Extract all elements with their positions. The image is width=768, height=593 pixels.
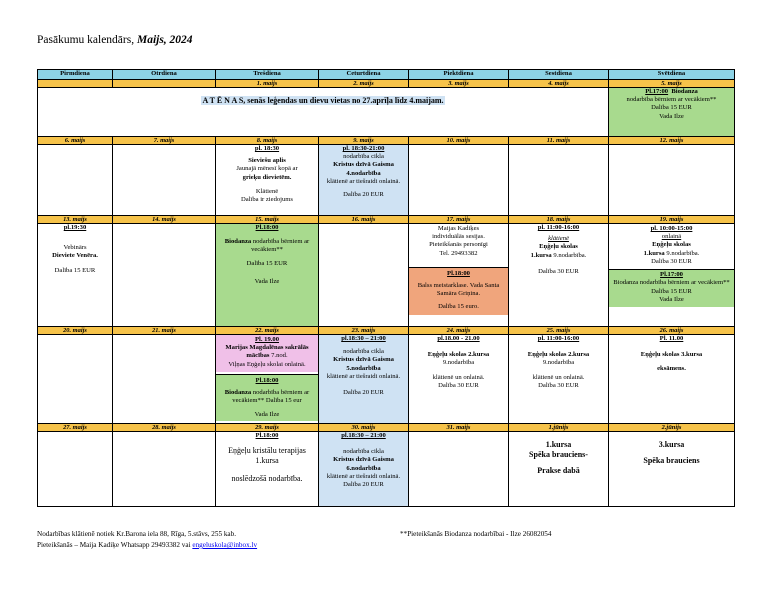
date-cell: 22. maijs <box>216 327 319 335</box>
event-text: eksāmens. <box>657 365 686 373</box>
event-time: Pl.18:00 <box>447 269 470 277</box>
event-cell <box>609 335 735 424</box>
event-text: Jaunajā mēnesī kopā ar <box>236 165 298 173</box>
event-title: Eņģeļu skolas 2.kursa <box>427 351 490 359</box>
weekday-header: Svētdiena <box>609 70 735 80</box>
date-cell: 18. maijs <box>509 216 609 224</box>
event-text: 9.nodarbība <box>442 359 475 367</box>
event-subcell <box>409 267 508 315</box>
event-time: pl.19:30 <box>63 224 87 231</box>
date-cell: 20. maijs <box>38 327 113 335</box>
event-text: nodarbība cikla <box>343 348 384 356</box>
date-cell-empty <box>113 80 216 88</box>
date-cell: 26. maijs <box>609 327 735 335</box>
weekday-header: Otrdiena <box>113 70 216 80</box>
event-text: Spēka brauciens- <box>529 450 588 459</box>
date-row <box>38 327 735 335</box>
event-cell <box>409 224 509 327</box>
event-price: Dalība 15 EUR <box>246 259 288 267</box>
date-cell: 1. maijs <box>216 80 319 88</box>
event-text: Biodanza nodarbība bērniem ar vecākiem** <box>613 279 730 287</box>
date-cell: 31. maijs <box>409 424 509 432</box>
event-text: klātienē ar tiešraidi onlainā. <box>326 177 401 185</box>
event-time: Pl. 11.00 <box>659 335 684 342</box>
date-cell: 21. maijs <box>113 327 216 335</box>
event-text: grieķu dievietēm. <box>242 173 292 181</box>
event-host: Vada Ilze <box>659 295 684 303</box>
date-cell: 17. maijs <box>409 216 509 224</box>
event-subcell <box>216 374 318 421</box>
athens-trip-banner: A T Ē N A S, senās leģendas un dievu vietas no 27.aprīļa līdz 4.maijam. <box>202 96 444 105</box>
week-row <box>38 145 735 216</box>
event-title: Eņģeļu skolas 3.kursa <box>640 351 703 359</box>
footer-address: Nodarbības klātienē notiek Kr.Barona iela 88, Rīga, 5.stāvs, 255 kab. <box>37 530 237 538</box>
date-row <box>38 216 735 224</box>
event-cell <box>409 335 509 424</box>
event-text: 5.nodarbība <box>346 364 381 372</box>
event-text: Vebinārs <box>63 244 87 252</box>
event-title: Eņģeļu skolas 2.kursa <box>527 351 590 359</box>
weekday-header: Sestdiena <box>509 70 609 80</box>
event-time: pl.18:30 – 21:00 <box>341 335 386 342</box>
event-cell <box>216 145 319 216</box>
date-cell: 16. maijs <box>319 216 409 224</box>
event-time: pl.18.00 - 21.00 <box>437 335 480 342</box>
event-title: Kristus dzīvā Gaisma <box>333 456 394 464</box>
event-text: 6.nodarbība <box>346 464 381 472</box>
event-text: 9.nodarbība. <box>666 249 700 257</box>
event-cell <box>319 145 409 216</box>
date-cell: 1.jūnijs <box>509 424 609 432</box>
event-title: 1.kursa <box>545 440 572 449</box>
empty-cell <box>38 145 113 216</box>
event-text: klātienē un onlainā. <box>532 373 585 381</box>
event-time: Pl.17:00 <box>660 271 683 279</box>
event-host: Vada Ilze <box>254 410 280 418</box>
event-price: Dalība 30 EUR <box>538 267 579 275</box>
event-price: Dalība 15 euro. <box>438 302 479 310</box>
empty-cell <box>113 145 216 216</box>
event-subcell <box>216 335 318 372</box>
date-cell: 24. maijs <box>409 327 509 335</box>
event-time: Pl.18:00 <box>255 376 279 384</box>
event-cell <box>216 335 319 424</box>
event-text: klātienē ar tiešraidi onlainā. <box>326 472 401 480</box>
date-cell: 27. maijs <box>38 424 113 432</box>
event-text: 1.kursa <box>530 251 552 259</box>
event-text: onlainā <box>661 233 682 241</box>
event-title: Eņģeļu skolas <box>652 241 691 249</box>
event-price: Dalība 20 EUR <box>343 389 384 397</box>
event-text: Prakse dabā <box>537 466 580 475</box>
event-price: Dalība 15 EUR <box>54 266 96 274</box>
event-text: nodarbība bērniem ar vecākiem** <box>251 238 310 254</box>
event-text: Klātienē <box>255 187 279 195</box>
empty-cell <box>113 432 216 507</box>
athens-trip-cell <box>38 88 609 137</box>
event-title: Kristus dzīvā Gaisma <box>333 356 394 364</box>
event-text: 7.nod. <box>271 352 288 360</box>
event-text: nodarbība cikla <box>343 153 384 161</box>
date-cell: 3. maijs <box>409 80 509 88</box>
week-row <box>38 432 735 507</box>
date-cell: 25. maijs <box>509 327 609 335</box>
date-cell: 23. maijs <box>319 327 409 335</box>
event-price: Dalība 20 EUR <box>343 481 384 489</box>
footer-biodanza-contact: **Pieteikšanās Biodanza nodarbībai - Ilze 26082054 <box>400 530 552 538</box>
event-time: Pl.18:00 <box>255 432 279 439</box>
weekday-header: Ceturtdiena <box>319 70 409 80</box>
empty-cell <box>113 335 216 424</box>
weekday-header: Pirmdiena <box>38 70 113 80</box>
event-text: 9.nodarbība <box>542 359 575 367</box>
week-row <box>38 224 735 327</box>
event-time: Pl.17:00 <box>645 88 669 95</box>
event-time: pl.18:30 – 21:00 <box>341 432 386 439</box>
event-text: nodarbība bērniem ar vecākiem** <box>626 96 717 104</box>
event-time: pl. 18:30 <box>254 145 280 152</box>
empty-cell <box>319 224 409 327</box>
event-text: klātienē un onlainā. <box>432 373 485 381</box>
event-text: Tel. 29493382 <box>439 249 478 257</box>
email-link[interactable]: engeluskola@inbox.lv <box>192 541 258 549</box>
event-text: individuālās sesijas. <box>432 233 485 241</box>
empty-cell <box>38 432 113 507</box>
date-row <box>38 137 735 145</box>
event-text: 4.nodarbība <box>346 169 381 177</box>
date-row <box>38 424 735 432</box>
event-text: Spēka brauciens <box>643 456 700 465</box>
event-title: Sieviešu aplis <box>248 157 286 165</box>
event-text: Pieteikšanās personīgi <box>429 241 488 249</box>
event-price: Dalība 15 eur <box>265 397 302 405</box>
empty-cell <box>609 145 735 216</box>
empty-cell <box>409 145 509 216</box>
date-cell: 2.jūnijs <box>609 424 735 432</box>
date-cell: 9. maijs <box>319 137 409 145</box>
event-cell <box>609 88 735 137</box>
event-time: pl. 10:00-15:00 <box>650 225 693 232</box>
weekday-header: Trešdiena <box>216 70 319 80</box>
event-text: 1.kursa <box>643 249 665 257</box>
date-cell: 29. maijs <box>216 424 319 432</box>
event-title: Kristus dzīvā Gaisma <box>333 161 394 169</box>
event-cell <box>216 224 319 327</box>
event-text: klātienē ar tiešraidi onlainā. <box>326 372 401 380</box>
footer-registration-text: Pieteikšanās – Maija Kadiķe Whatsapp 29493382 vai <box>37 541 191 549</box>
date-cell: 5. maijs <box>609 80 735 88</box>
event-time: pl. 11:00-16:00 <box>537 224 580 231</box>
event-time: Pl.18:00 <box>255 224 279 231</box>
event-title: Dieviete Venēra. <box>52 252 98 260</box>
event-price: Dalība 20 EUR <box>343 191 384 199</box>
empty-cell <box>38 335 113 424</box>
calendar-table <box>37 69 735 507</box>
event-title: Marijas Magdalēnas sakrālās mācības <box>225 344 309 360</box>
event-text: nodarbība bērniem ar vecākiem** <box>232 389 310 405</box>
empty-cell <box>113 224 216 327</box>
event-cell <box>38 224 113 327</box>
empty-cell <box>509 145 609 216</box>
event-price: Dalība 30 EUR <box>438 381 479 389</box>
date-cell: 11. maijs <box>509 137 609 145</box>
event-title: Biodanza <box>224 238 252 246</box>
weekday-header: Piektdiena <box>409 70 509 80</box>
event-title: Eņģeļu kristālu terapijas <box>228 446 306 456</box>
date-cell: 14. maijs <box>113 216 216 224</box>
date-cell: 30. maijs <box>319 424 409 432</box>
event-cell <box>609 432 735 507</box>
date-cell: 2. maijs <box>319 80 409 88</box>
date-cell: 4. maijs <box>509 80 609 88</box>
event-text: nodarbība cikla <box>343 448 384 456</box>
event-text: noslēdzošā nodarbība. <box>231 474 303 484</box>
event-text: 9.nodarbība. <box>553 251 587 259</box>
date-cell-empty <box>38 80 113 88</box>
event-cell <box>319 432 409 507</box>
event-cell <box>509 335 609 424</box>
event-title: 3.kursa <box>658 440 685 449</box>
date-row <box>38 80 735 88</box>
event-price: Dalība 30 EUR <box>651 257 692 265</box>
event-cell <box>509 224 609 327</box>
page-title: Pasākumu kalendārs, Maijs, 2024 <box>37 34 193 46</box>
event-title: Eņģeļu skolas <box>539 243 578 251</box>
event-text: Maijas Kadiķes <box>437 225 480 232</box>
date-cell: 19. maijs <box>609 216 735 224</box>
footer-registration <box>37 541 257 549</box>
date-cell: 10. maijs <box>409 137 509 145</box>
date-cell: 13. maijs <box>38 216 113 224</box>
date-cell: 12. maijs <box>609 137 735 145</box>
date-cell: 28. maijs <box>113 424 216 432</box>
event-time: pl. 18:30-21:00 <box>342 145 385 152</box>
weekday-header-row <box>38 70 735 80</box>
event-text: klātienē <box>548 235 569 243</box>
event-title: Biodanza <box>671 88 698 95</box>
event-text: Balss meistarklase. Vada Santa Samāra Griņina. <box>417 282 500 298</box>
event-time: pl. 11:00-16:00 <box>537 335 580 342</box>
event-subcell <box>609 269 734 307</box>
event-cell <box>509 432 609 507</box>
event-time: Pl. 19.00 <box>255 336 279 343</box>
event-title: Biodanza <box>224 389 252 397</box>
event-cell <box>216 432 319 507</box>
date-cell: 7. maijs <box>113 137 216 145</box>
event-price: Dalība 15 EUR <box>651 287 692 295</box>
week-row <box>38 335 735 424</box>
date-cell: 8. maijs <box>216 137 319 145</box>
event-price: Dalība 15 EUR <box>651 104 692 112</box>
event-cell <box>319 335 409 424</box>
event-cell <box>609 224 735 327</box>
event-price: Dalība 30 EUR <box>538 381 579 389</box>
event-host: Vada Ilze <box>254 277 280 285</box>
event-host: Vada Ilze <box>659 112 684 120</box>
date-cell: 15. maijs <box>216 216 319 224</box>
event-text: Viļņas Eņģeļu skolai onlainā. <box>228 360 306 368</box>
date-cell: 6. maijs <box>38 137 113 145</box>
event-price: Dalība ir ziedojums <box>240 196 293 204</box>
empty-cell <box>409 432 509 507</box>
event-text: 1.kursa <box>255 456 279 466</box>
week-row <box>38 88 735 137</box>
